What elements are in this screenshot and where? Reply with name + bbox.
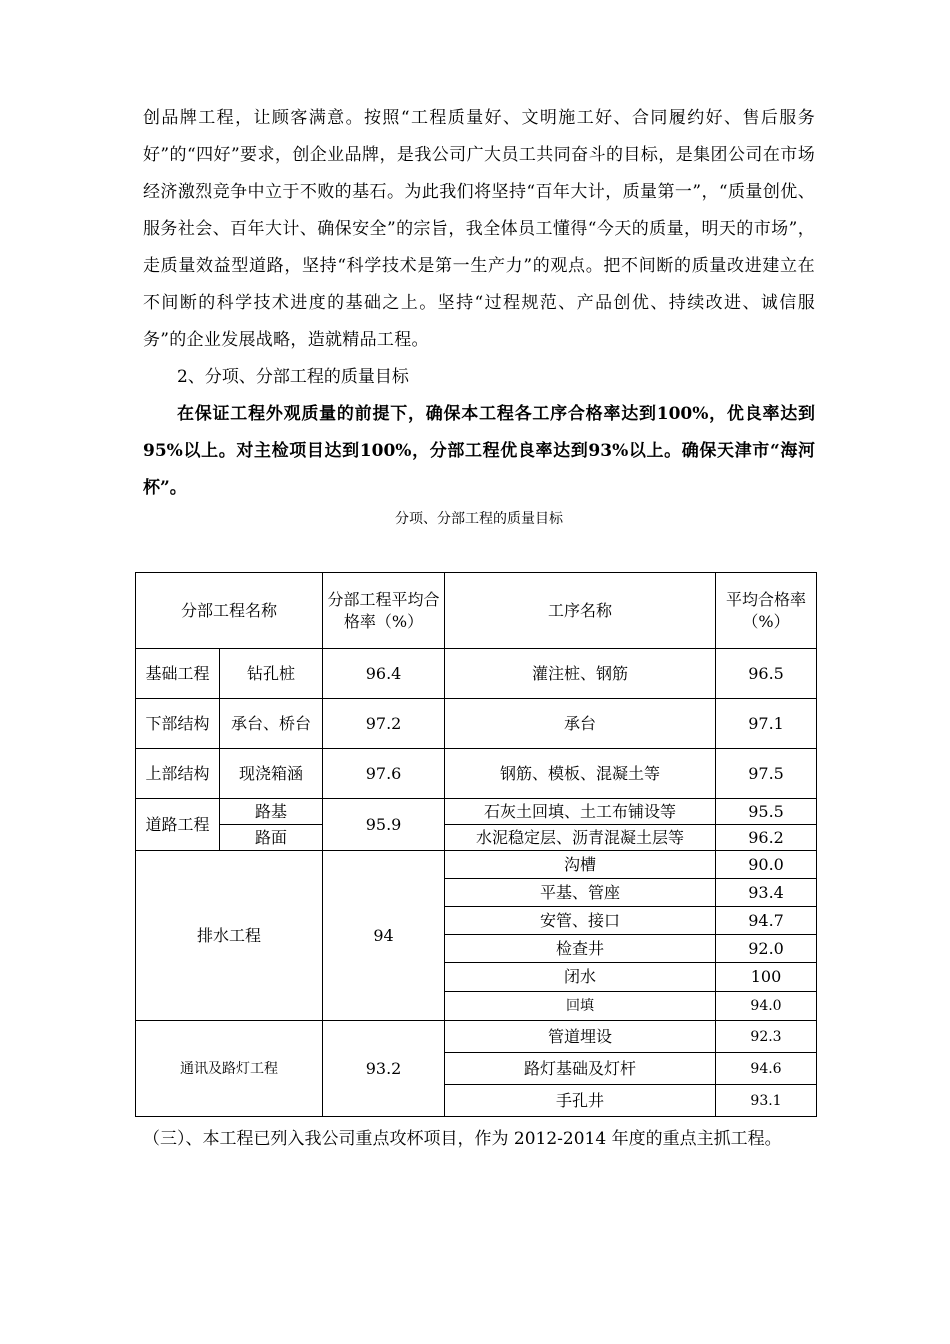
sub-cell: 钻孔桩 [220, 649, 323, 699]
process-cell: 石灰土回填、土工布铺设等 [445, 799, 716, 825]
rate-cell: 96.2 [716, 825, 817, 851]
sub-cell: 现浇箱涵 [220, 749, 323, 799]
group-cell: 排水工程 [136, 851, 323, 1021]
avg-cell: 97.2 [323, 699, 445, 749]
intro-paragraph: 创品牌工程，让顾客满意。按照“工程质量好、文明施工好、合同履约好、售后服务好”的“四好”要求，创企业品牌，是我公司广大员工共同奋斗的目标，是集团公司在市场经济激烈竞争中立于不败的基石。为此我们将坚持“百年大计，质量第一”，“质量创优、服务社会、百年大计、确保安全”的宗旨，我全体员工懂得“今天的质量，明天的市场”，走质量效益型道路，坚持“科学技术是第一生产力”的观点。把不间断的质量改进建立在不间断的科学技术进度的基础之上。坚持“过程规范、产品创优、持续改进、诚信服务”的企业发展战略，造就精品工程。 [143, 108, 815, 350]
group-cell: 通讯及路灯工程 [136, 1021, 323, 1117]
sub-cell: 路基 [220, 799, 323, 825]
header-avg-rate: 分部工程平均合格率（%） [323, 573, 445, 649]
avg-cell: 97.6 [323, 749, 445, 799]
group-cell: 下部结构 [136, 699, 220, 749]
rate-cell: 94.6 [716, 1053, 817, 1085]
table-row [136, 649, 817, 699]
sub-cell: 承台、桥台 [220, 699, 323, 749]
rate-cell: 94.7 [716, 907, 817, 935]
process-cell: 手孔井 [445, 1085, 716, 1117]
table-row [136, 1021, 817, 1053]
rate-cell: 97.5 [716, 749, 817, 799]
process-cell: 钢筋、模板、混凝土等 [445, 749, 716, 799]
avg-cell: 94 [323, 851, 445, 1021]
rate-cell: 90.0 [716, 851, 817, 879]
avg-cell: 93.2 [323, 1021, 445, 1117]
process-cell: 检查井 [445, 935, 716, 963]
rate-cell: 93.4 [716, 879, 817, 907]
rate-cell: 97.1 [716, 699, 817, 749]
table-caption: 分项、分部工程的质量目标 [395, 511, 563, 527]
table-row [136, 851, 817, 879]
process-cell: 管道埋设 [445, 1021, 716, 1053]
rate-cell: 95.5 [716, 799, 817, 825]
group-cell: 道路工程 [136, 799, 220, 851]
table-row [136, 699, 817, 749]
process-cell: 闭水 [445, 963, 716, 992]
process-cell: 路灯基础及灯杆 [445, 1053, 716, 1085]
rate-cell: 92.0 [716, 935, 817, 963]
rate-cell: 94.0 [716, 992, 817, 1021]
process-cell: 承台 [445, 699, 716, 749]
quality-target-paragraph: 在保证工程外观质量的前提下，确保本工程各工序合格率达到100%，优良率达到95%以上。对主检项目达到100%，分部工程优良率达到93%以上。确保天津市“海河杯”。 [143, 404, 815, 498]
avg-cell: 96.4 [323, 649, 445, 699]
table-row [136, 799, 817, 825]
header-project-name: 分部工程名称 [136, 573, 323, 649]
group-cell: 基础工程 [136, 649, 220, 699]
table-header-row [136, 573, 817, 649]
rate-cell: 93.1 [716, 1085, 817, 1117]
avg-cell: 95.9 [323, 799, 445, 851]
quality-target-table [135, 572, 817, 1117]
process-cell: 回填 [445, 992, 716, 1021]
sub-cell: 路面 [220, 825, 323, 851]
section-heading: 2、分项、分部工程的质量目标 [177, 367, 409, 387]
rate-cell: 100 [716, 963, 817, 992]
process-cell: 沟槽 [445, 851, 716, 879]
header-process-name: 工序名称 [445, 573, 716, 649]
process-cell: 灌注桩、钢筋 [445, 649, 716, 699]
table-row [136, 749, 817, 799]
process-cell: 水泥稳定层、沥青混凝土层等 [445, 825, 716, 851]
process-cell: 安管、接口 [445, 907, 716, 935]
header-process-rate: 平均合格率（%） [716, 573, 817, 649]
rate-cell: 92.3 [716, 1021, 817, 1053]
document-body [143, 100, 815, 529]
footer-paragraph: （三）、本工程已列入我公司重点攻杯项目，作为 2012-2014 年度的重点主抓工程。 [143, 1129, 782, 1149]
table-row [136, 825, 817, 851]
group-cell: 上部结构 [136, 749, 220, 799]
process-cell: 平基、管座 [445, 879, 716, 907]
rate-cell: 96.5 [716, 649, 817, 699]
